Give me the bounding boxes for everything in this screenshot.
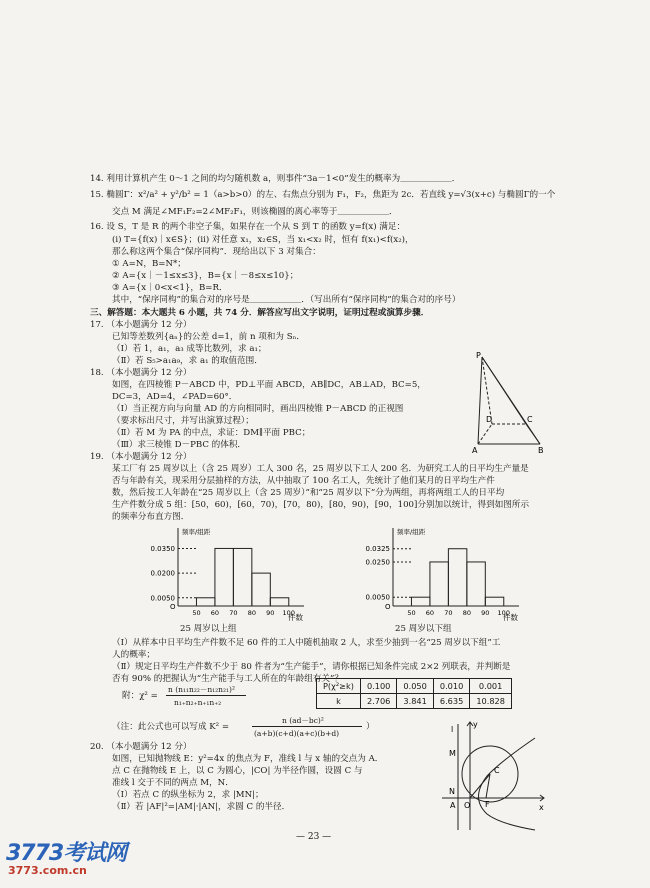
q19-part-1b: 人的概率； — [112, 650, 155, 660]
q18-part-3: （Ⅲ）求三棱锥 D－PBC 的体积． — [112, 440, 247, 450]
x-tick-label: 90 — [481, 609, 490, 617]
k-square-note-prefix: （注：此公式也可以写成 K² = — [112, 722, 230, 732]
histogram-25-above-caption: 25 周岁以上组 — [180, 624, 237, 634]
q19-text-4: 生产件数分成 5 组：[50，60)，[60，70)，[70，80)，[80，90)，[90，100]分别加以统计，得到如图所示 — [112, 500, 530, 510]
x-tick-label: 50 — [192, 609, 201, 617]
origin-label: O — [170, 603, 176, 611]
table-cell: 0.010 — [433, 679, 469, 694]
table-cell: 6.635 — [433, 694, 469, 709]
q16-text-3: 那么称这两个集合“保序同构”．现给出以下 3 对集合： — [112, 247, 321, 257]
x-tick-label: 80 — [462, 609, 471, 617]
pyramid-label-b: B — [538, 446, 544, 455]
figure-label-y: y — [473, 720, 478, 729]
q16-option-3: ③ A={x｜0<x<1}，B=R． — [112, 283, 228, 293]
x-tick-label: 90 — [266, 609, 275, 617]
q18-part-1b: （要求标出尺寸，并写出演算过程）； — [112, 416, 254, 426]
x-tick-label: 100 — [497, 609, 510, 617]
chi-square-fraction-bar — [166, 695, 246, 696]
q19-text-5: 的频率分布直方图． — [112, 512, 190, 522]
q18-text-1: 如图，在四棱锥 P－ABCD 中，PD⊥平面 ABCD，AB∥DC，AB⊥AD，BC=5， — [112, 380, 426, 390]
histogram-bar — [233, 548, 251, 606]
q20-text-2: 点 C 在抛物线 E 上，以 C 为圆心，|CO| 为半径作圆，设圆 C 与 — [112, 766, 363, 776]
histogram-bar — [467, 562, 485, 606]
q16-text-1: 16. 设 S，T 是 R 的两个非空子集，如果存在一个从 S 到 T 的函数 y=f(x) 满足： — [90, 222, 406, 232]
q19-part-2: （Ⅱ）规定日平均生产件数不少于 80 件者为“生产能手”，请你根据已知条件完成 2×2 列联表，并判断是 — [112, 662, 511, 672]
pyramid-figure — [472, 352, 552, 456]
q20-part-2: （Ⅱ）若 |AF|²=|AM|·|AN|，求圆 C 的半径． — [112, 802, 291, 812]
table-cell: 2.706 — [360, 694, 396, 709]
y-axis-label: 频率/组距 — [182, 528, 211, 536]
x-tick-label: 100 — [282, 609, 295, 617]
q19-text-2: 否与年龄有关，现采用分层抽样的方法，从中抽取了 100 名工人，先统计了他们某月的日平均生产件 — [112, 476, 495, 486]
q14-text: 14. 利用计算机产生 0～1 之间的均匀随机数 a，则事件“3a－1<0”发生的概率为＿＿＿＿＿＿． — [90, 174, 461, 184]
x-tick-label: 60 — [210, 609, 220, 617]
chi-square-formula-numerator: n (n₁₁n₂₂－n₁₂n₂₁)² — [168, 685, 235, 694]
y-tick-label: 0.0050 — [150, 594, 175, 603]
figure-label-o: O — [464, 801, 471, 810]
histogram-25-below — [355, 524, 525, 624]
k-square-fraction-bar — [252, 726, 362, 727]
q20-text-1: 如图，已知抛物线 E：y²=4x 的焦点为 F，准线 l 与 x 轴的交点为 A． — [112, 754, 384, 764]
k-square-numerator: n (ad－bc)² — [282, 716, 324, 725]
y-tick-label: 0.0200 — [150, 569, 175, 578]
x-tick-label: 50 — [407, 609, 416, 617]
x-tick-label: 70 — [444, 609, 453, 617]
q16-option-2: ② A={x｜－1≤x≤3}，B={x｜－8≤x≤10}； — [112, 271, 299, 281]
histogram-bar — [448, 549, 466, 606]
q20-head: 20. （本小题满分 12 分） — [90, 742, 192, 752]
parabola-circle-figure — [440, 718, 550, 834]
figure-label-c: C — [494, 766, 500, 775]
q20-text-3: 准线 l 交于不同的两点 M，N． — [112, 778, 234, 788]
y-tick-label: 0.0350 — [150, 544, 175, 553]
histogram-bar — [430, 562, 448, 606]
y-tick-label: 0.0050 — [365, 593, 390, 602]
y-axis-label: 频率/组距 — [397, 528, 426, 536]
chi-square-formula-denominator: n₁₊n₂₊n₊₁n₊₂ — [174, 698, 222, 707]
q15-text-1: 15. 椭圆Γ：x²/a² + y²/b² = 1（a>b>0）的左、右焦点分别为 F₁，F₂，焦距为 2c．若直线 y=√3(x+c) 与椭圆Γ的一个 — [90, 190, 556, 200]
chi-square-formula-prefix: 附：χ² = — [122, 691, 158, 701]
x-tick-label: 70 — [229, 609, 238, 617]
figure-label-x: x — [539, 803, 544, 812]
x-axis-label: 件数 — [503, 613, 518, 622]
y-tick-label: 0.0325 — [365, 545, 390, 554]
figure-label-m: M — [449, 749, 456, 758]
histogram-bar — [411, 597, 429, 606]
histogram-bar — [270, 598, 288, 606]
q18-part-2: （Ⅱ）若 M 为 PA 的中点，求证：DM∥平面 PBC； — [112, 428, 311, 438]
q16-option-1: ① A=N，B=N*； — [112, 259, 186, 269]
histogram-bar — [196, 598, 214, 606]
histogram-bar — [252, 573, 270, 606]
q18-text-2: DC=3，AD=4，∠PAD=60°． — [112, 392, 238, 402]
q16-text-4: 其中，“保序同构”的集合对的序号是＿＿＿＿＿＿．（写出所有“保序同构”的集合对的序号） — [112, 295, 461, 305]
q19-part-1: （Ⅰ）从样本中日平均生产件数不足 60 件的工人中随机抽取 2 人，求至少抽到一名“25 周岁以下组”工 — [112, 638, 501, 648]
table-cell: 10.828 — [470, 694, 512, 709]
histogram-bar — [485, 597, 503, 606]
pyramid-label-c: C — [527, 415, 533, 424]
q15-text-2: 交点 M 满足∠MF₁F₂=2∠MF₂F₁，则该椭圆的离心率等于＿＿＿＿＿＿． — [112, 207, 398, 217]
q18-head: 18. （本小题满分 12 分） — [90, 368, 192, 378]
watermark-logo: 3773考试网 — [6, 841, 127, 866]
q20-part-1: （Ⅰ）若点 C 的纵坐标为 2，求 |MN|； — [112, 790, 264, 800]
table-cell: 3.841 — [397, 694, 433, 709]
watermark-url: 3773.com.cn — [8, 864, 87, 877]
critical-value-table — [316, 678, 512, 709]
k-square-denominator: (a+b)(c+d)(a+c)(b+d) — [254, 729, 340, 738]
q19-head: 19. （本小题满分 12 分） — [90, 452, 192, 462]
pyramid-label-p: P — [476, 352, 481, 360]
page-number: — 23 — — [296, 832, 332, 842]
q17-part-1: （Ⅰ）若 1，a₁，a₃ 成等比数列，求 a₁； — [112, 344, 267, 354]
table-cell: k — [317, 694, 361, 709]
table-cell: 0.100 — [360, 679, 396, 694]
q16-text-2: (i) T={f(x)｜x∈S}；(ii) 对任意 x₁，x₂∈S，当 x₁<x₂ 时，恒有 f(x₁)<f(x₂)， — [112, 235, 414, 245]
section-3-heading: 三、解答题：本大题共 6 小题，共 74 分．解答应写出文字说明，证明过程或演算步骤． — [90, 308, 430, 318]
x-axis-label: 件数 — [288, 613, 303, 622]
table-cell: 0.050 — [397, 679, 433, 694]
histogram-25-below-caption: 25 周岁以下组 — [395, 624, 452, 634]
y-tick-label: 0.0250 — [365, 558, 390, 567]
q19-text-1: 某工厂有 25 周岁以上（含 25 周岁）工人 300 名，25 周岁以下工人 200 名．为研究工人的日平均生产量是 — [112, 464, 529, 474]
x-tick-label: 60 — [425, 609, 435, 617]
figure-label-a: A — [450, 801, 456, 810]
table-cell: 0.001 — [470, 679, 512, 694]
table-header-row — [317, 679, 512, 694]
table-cell: P(χ²≥k) — [317, 679, 361, 694]
q17-text-1: 已知等差数列{aₙ}的公差 d=1，前 n 项和为 Sₙ． — [112, 332, 305, 342]
figure-label-l: l — [451, 725, 454, 734]
histogram-25-above — [140, 524, 310, 624]
k-square-note-suffix: ） — [366, 722, 375, 732]
q17-head: 17. （本小题满分 12 分） — [90, 320, 192, 330]
q17-part-2: （Ⅱ）若 S₅>a₁a₉，求 a₁ 的取值范围． — [112, 356, 263, 366]
q19-text-3: 数，然后按工人年龄在“25 周岁以上（含 25 周岁）”和“25 周岁以下”分为两组，再将两组工人的日平均 — [112, 488, 505, 498]
histogram-bar — [215, 548, 233, 606]
pyramid-label-d: D — [486, 415, 493, 424]
q18-part-1: （Ⅰ）当正视方向与向量 AD 的方向相同时，画出四棱锥 P－ABCD 的正视图 — [112, 404, 404, 414]
origin-label: O — [385, 603, 391, 611]
pyramid-label-a: A — [472, 446, 478, 455]
figure-label-n: N — [449, 787, 455, 796]
figure-label-f: F — [485, 800, 490, 809]
table-row — [317, 694, 512, 709]
q19-part-2b: 否有 90% 的把握认为“生产能手与工人所在的年龄组有关”？ — [112, 674, 344, 684]
x-tick-label: 80 — [247, 609, 256, 617]
